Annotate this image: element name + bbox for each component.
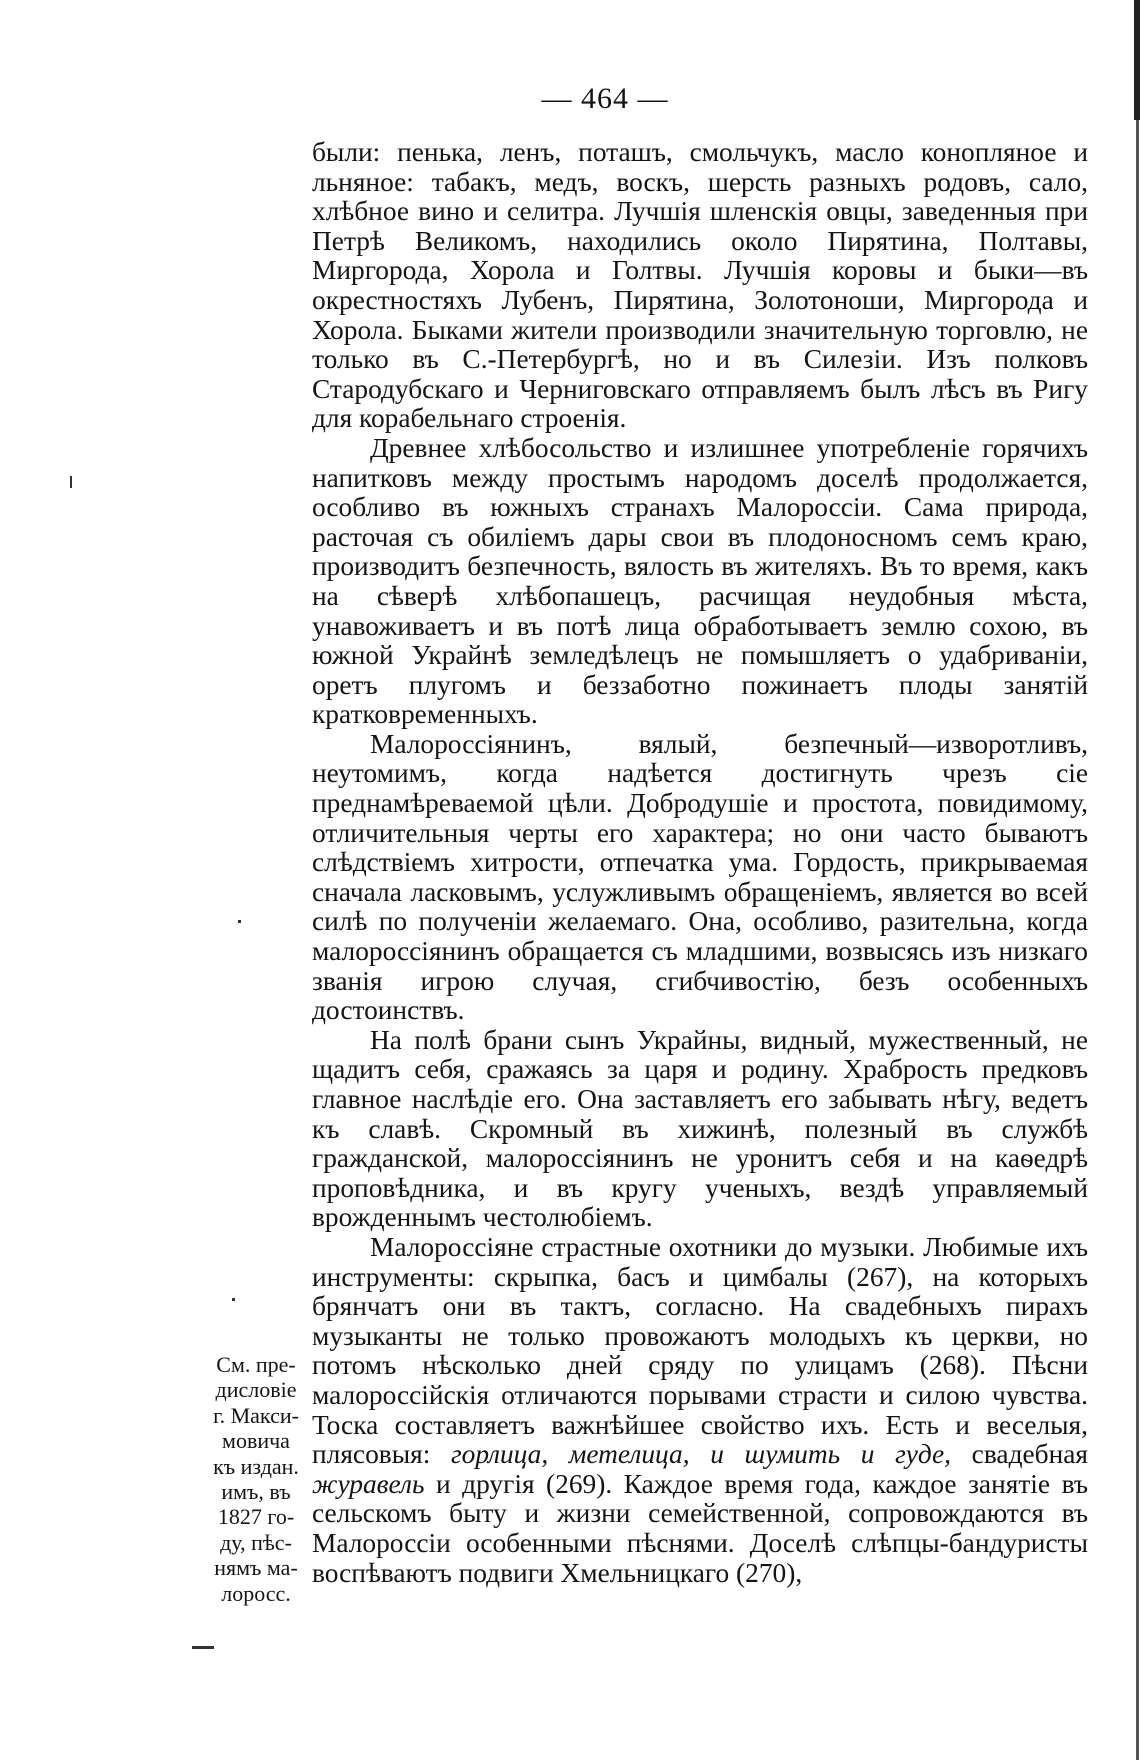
margin-note-line: мовича <box>222 1428 290 1454</box>
margin-note <box>200 1352 312 1606</box>
scan-dust-mark <box>192 1646 214 1649</box>
paragraph-4: На полѣ брани сынъ Украйны, видный, мужественный, не щадитъ себя, сражаясь за царя и родину. Храбрость предковъ главное наслѣдіе его. Она заставляетъ его забывать нѣгу, ведетъ къ славѣ. Скромный въ хижинѣ, полезный въ службѣ гражданской, малороссіянинъ не уронитъ себя и на каѳедрѣ проповѣдника, и въ кругу ученыхъ, вездѣ управляемый врожденнымъ честолюбіемъ. <box>312 1024 1088 1233</box>
margin-note-line: дисловіе <box>215 1377 297 1403</box>
page-number: — 464 — <box>541 82 669 115</box>
paragraph-5-song-title-2: журавель <box>312 1468 425 1499</box>
paragraph-5-song-titles: горлица, метелица, и шумить и гуде, <box>450 1439 952 1470</box>
paragraph-3: Малороссіянинъ, вялый, безпечный—изворотливъ, неутомимъ, когда надѣется достигнуть чрезъ сіе преднамѣреваемой цѣли. Добродушіе и простота, повидимому, отличительныя черты его характера; но они часто бываютъ слѣдствіемъ хитрости, отпечатка ума. Гордость, прикрываемая сначала ласковымъ, услужливымъ обращеніемъ, является во всей силѣ по полученіи желаемаго. Она, особливо, разительна, когда малороссіянинъ обращается съ младшими, возвысясь изъ низкаго званія игрою случая, сгибчивостію, безъ особенныхъ достоинствъ. <box>312 728 1088 1026</box>
margin-note-line: къ издан. <box>213 1453 299 1479</box>
margin-note-line: г. Макси- <box>213 1402 299 1428</box>
body-text <box>312 138 1088 1588</box>
scan-dust-mark <box>232 1298 235 1301</box>
margin-note-line: лоросс. <box>221 1580 291 1606</box>
margin-note-line: 1827 го- <box>217 1504 295 1530</box>
margin-note-line: ду, пѣс- <box>220 1529 292 1555</box>
scan-edge-line <box>1136 120 1139 1760</box>
paragraph-5-part-3: и другія (269). Каждое время года, каждое занятіе въ сельскомъ быту и жизни семейственной, сопровождаются въ Малороссіи особенными пѣснями. Доселѣ слѣпцы-бандуристы воспѣваютъ подвиги Хмельницкаго (270), <box>312 1468 1088 1588</box>
margin-note-line: См. пре- <box>216 1352 296 1377</box>
scan-dust-mark <box>238 920 241 923</box>
paragraph-2: Древнее хлѣбосольство и излишнее употребленіе горячихъ напитковъ между простымъ народомъ доселѣ продолжается, особливо въ южныхъ странахъ Малороссіи. Сама природа, расточая съ обиліемъ дары свои въ плодоносномъ семъ краю, производитъ безпечность, вялость въ жителяхъ. Въ то время, какъ на сѣверѣ хлѣбопашецъ, расчищая неудобныя мѣста, унавоживаетъ и въ потѣ лица обработываетъ землю сохою, въ южной Украйнѣ земледѣлецъ не помышляетъ о удабриваніи, оретъ плугомъ и беззаботно пожинаетъ плоды занятій кратковременныхъ. <box>312 432 1088 730</box>
margin-note-line: имъ, въ <box>221 1479 291 1505</box>
paragraph-5-part-2: свадебная <box>951 1439 1089 1470</box>
margin-note-line: нямъ ма- <box>214 1555 298 1581</box>
paragraph-5 <box>312 1233 1088 1588</box>
paragraph-1: были: пенька, ленъ, поташъ, смольчукъ, масло конопляное и льняное: табакъ, медъ, воскъ, шерсть разныхъ родовъ, сало, хлѣбное вино и селитра. Лучшія шленскія овцы, заведенныя при Петрѣ Великомъ, находились около Пирятина, Полтавы, Миргорода, Хорола и Голтвы. Лучшія коровы и быки—въ окрестностяхъ Лубенъ, Пирятина, Золотоноши, Миргорода и Хорола. Быками жители производили значительную торговлю, не только въ С.-Петербургѣ, но и въ Силезіи. Изъ полковъ Стародубскаго и Черниговскаго отправляемъ былъ лѣсъ въ Ригу для корабельнаго строенія. <box>312 137 1088 434</box>
paragraph-5-part-1: Малороссіяне страстные охотники до музыки. Любимые ихъ инструменты: скрыпка, басъ и цимбалы (267), на которыхъ брянчатъ они въ тактъ, согласно. На свадебныхъ пирахъ музыканты не только провожаютъ молодыхъ къ церкви, но потомъ нѣсколько дней сряду по улицамъ (268). Пѣсни малороссійскія отличаются порывами страсти и силою чувства. Тоска составляетъ важнѣйшее свойство ихъ. Есть и веселыя, плясовыя: <box>312 1231 1088 1470</box>
scan-dust-mark <box>70 476 72 488</box>
